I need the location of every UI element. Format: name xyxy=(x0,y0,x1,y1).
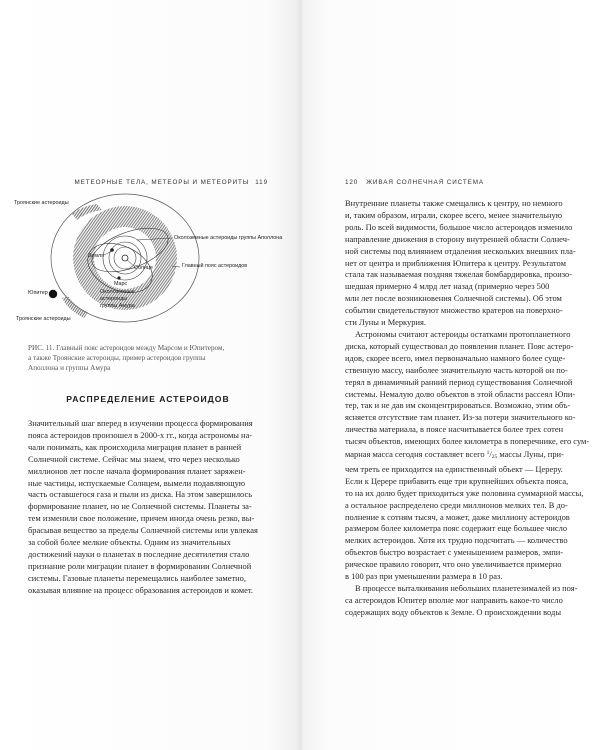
asteroid-belt-figure xyxy=(14,198,292,328)
body-line: объектов быстро возрастает с уменьшением размеров, эмпи- xyxy=(345,547,564,558)
body-line: сти Луны и Меркурия. xyxy=(345,317,426,328)
body-line: ной системы под влиянием отдаления нескольких внешних пла- xyxy=(345,245,576,256)
caption-line: Аполлона и группы Амура xyxy=(28,364,111,372)
body-line: часть оставшегося газа и пыли из диска. На этом завершилось xyxy=(28,489,253,500)
body-line: тысяч объектов, имеющих более километра в поперечнике, его сум- xyxy=(345,436,590,447)
body-line: в 100 раз при уменьшении размера в 10 раз. xyxy=(345,571,503,582)
body-line: чали понимать, как происходила миграция планет в ранней xyxy=(28,441,242,452)
label-earth: Земля xyxy=(88,253,105,259)
page-number: 120 xyxy=(345,179,359,186)
label-trojans-bottom: Троянские астероиды xyxy=(16,316,71,322)
figure-caption xyxy=(28,343,260,373)
label-main-belt: Главный пояс астероидов xyxy=(182,263,248,269)
label-apollo: Околоземные астероиды группы Аполлона xyxy=(174,235,283,241)
body-line: ные частицы, испускаемые Солнцем, вымели подавляющую xyxy=(28,477,246,488)
running-head-title: МЕТЕОРНЫЕ ТЕЛА, МЕТЕОРЫ И МЕТЕОРИТЫ xyxy=(74,179,250,186)
jupiter-dot xyxy=(49,290,57,298)
body-line: В процессе выталкивания небольших планетезималей из поя- xyxy=(355,583,578,593)
left-body-text xyxy=(28,418,270,597)
body-line: то на их долю будет приходиться уже половина суммарной массы, xyxy=(345,487,584,498)
body-line: а остальное распределено среди миллионов мелких тел. В до- xyxy=(345,499,568,510)
label-sun: Солнце xyxy=(134,265,153,271)
label-jupiter: Юпитер xyxy=(28,290,48,296)
body-line: системы. Немалую долю объектов в этой области рассеял Юпи- xyxy=(345,388,576,399)
body-line: направление движения в сторону внутренней области Солнеч- xyxy=(345,233,570,244)
label-trojans-top: Троянские астероиды xyxy=(14,200,69,206)
label-amor-1: Околоземные xyxy=(100,289,135,295)
body-line: нет от центра и приближения Юпитера к центру. Результатом xyxy=(345,257,566,268)
fraction-numerator: 1 xyxy=(486,450,490,457)
body-line: Значительный шаг вперед в изучении процесса формирования xyxy=(28,418,253,428)
body-line: мелких астероидов. Хотя их трудно подсчитать — количество xyxy=(345,535,568,546)
body-line: чем треть ее приходится на единственный объект — Цереру. xyxy=(345,463,563,474)
caption-line: а также Троянские астероиды, пример астероидов группы xyxy=(28,354,206,362)
body-line: и, таким образом, играли, скорее всего, менее значительную xyxy=(345,209,563,220)
body-line: содержащих воду объектов к Земле. О происхождении воды xyxy=(345,606,561,617)
right-page xyxy=(300,0,600,750)
body-line: ственную массу, наиболее значительную часть которой он по- xyxy=(345,364,568,375)
right-body-text xyxy=(345,198,592,619)
body-line: событии свидетельствуют множество кратеров на поверхно- xyxy=(345,305,563,316)
body-line: Внутренние планеты также смещались к центру, но немного xyxy=(345,198,563,208)
label-mars: Марс xyxy=(114,281,128,287)
body-line: ясняется отсутствие там планет. Из-за потери значительного ко- xyxy=(345,412,576,423)
fraction-denominator: 25 xyxy=(491,454,498,461)
running-head-right xyxy=(345,179,484,186)
body-line: диска, который существовал до появления планет. Пояс астеро- xyxy=(345,340,574,351)
body-line: Астрономы считают астероиды остатками протопланетного xyxy=(355,328,571,339)
body-line: достижений науки о планетах в последние десятилетия стало xyxy=(28,548,250,559)
caption-line: РИС. 11. Главный пояс астероидов между Марсом и Юпитером, xyxy=(28,344,225,352)
body-line: терял в динамичный ранний период существования Солнечной xyxy=(345,376,573,387)
body-line: за собой более мелкие объекты. Одним из значительных xyxy=(28,537,231,548)
body-line: са астероидов Юпитер вполне мог направить какое-то число xyxy=(345,594,563,605)
body-line: тер, так и не дав им сконцентрироваться. Возможно, этим объ- xyxy=(345,400,571,411)
body-line: Солнечной системе. Сейчас мы знаем, что через несколько xyxy=(28,453,240,464)
running-head-left xyxy=(74,179,268,186)
body-line: системы. Газовые планеты перемещались наиболее заметно, xyxy=(28,572,247,583)
body-line: тем изменили свое положение, причем иногда очень резко, вы- xyxy=(28,513,255,524)
section-heading: РАСПРЕДЕЛЕНИЕ АСТЕРОИДОВ xyxy=(66,394,230,404)
body-line: оказывая влияние на процесс образования астероидов и комет. xyxy=(28,584,253,595)
running-head-title: ЖИВАЯ СОЛНЕЧНАЯ СИСТЕМА xyxy=(366,179,485,186)
mars-dot xyxy=(117,276,120,279)
mass-text-after: массы Луны, при- xyxy=(499,449,564,460)
label-amor-3: группы Амура xyxy=(100,303,135,309)
body-line: рическое правило говорит, что оно увеличивается примерно xyxy=(345,559,562,570)
body-line: стала так называемая поздняя тяжелая бомбардировка, произо- xyxy=(345,269,573,280)
body-line: роль. По всей видимости, большое число астероидов изменило xyxy=(345,221,573,232)
mass-text-before: марная масса сегодня составляет всего xyxy=(345,449,485,460)
label-amor-2: астероиды xyxy=(100,296,128,302)
body-line: формирование планет, но не Солнечной системы. Планеты за- xyxy=(28,501,252,512)
body-line: пояса астероидов произошел в 2000-х гг., когда астрономы на- xyxy=(28,429,253,440)
body-line-fraction: марная масса сегодня составляет всего $^1/_{25}$ массы Луны, при- xyxy=(345,449,564,461)
body-line: идов, скорее всего, имел первоначально намного более суще- xyxy=(345,352,566,363)
body-line: размером более километра пояс содержит еще большее число xyxy=(345,523,568,534)
page-number: 119 xyxy=(255,179,268,186)
body-line: личества материала, в поясе насчитывается более трех сотен xyxy=(345,424,564,435)
body-line: Если к Церере прибавить еще три крупнейших объекта пояса, xyxy=(345,475,569,486)
body-line: миллионов лет после начала формирования планет заряжен- xyxy=(28,465,246,476)
body-line: брасывая вещество за пределы Солнечной системы или увлекая xyxy=(28,525,258,536)
body-line: шедшая примерно 4 млрд лет назад (примерно через 500 xyxy=(345,281,550,292)
body-line: полнение к сотням тысяч, а может, даже миллиону астероидов xyxy=(345,511,570,522)
orbit-diagram xyxy=(22,198,292,328)
body-line: признание роли миграции планет в формировании Солнечной xyxy=(28,560,252,571)
body-line: млн лет после возникновения Солнечной системы). Об этом xyxy=(345,293,562,304)
trojan-cluster-bottom xyxy=(62,296,88,318)
